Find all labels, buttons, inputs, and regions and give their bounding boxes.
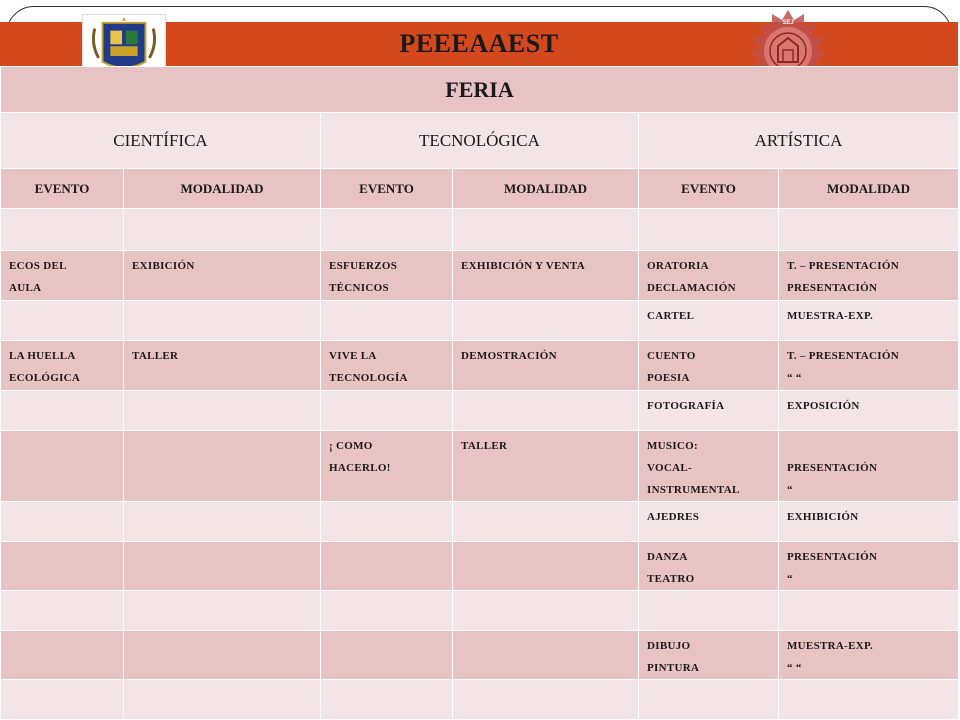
table-cell [1, 209, 124, 251]
table-cell [1, 502, 124, 542]
table-cell [124, 502, 321, 542]
table-cell [321, 209, 453, 251]
table-cell: MUSICO: VOCAL- INSTRUMENTAL [639, 431, 779, 502]
page-title: PEEEAAEST [399, 29, 559, 58]
table-cell: VIVE LA TECNOLOGÍA [321, 341, 453, 391]
table-cell: ESFUERZOS TÉCNICOS [321, 251, 453, 301]
table-cell [124, 631, 321, 680]
feria-table [0, 66, 959, 720]
table-cell: EXHIBICIÓN Y VENTA [453, 251, 639, 301]
table-cell: EXHIBICIÓN [779, 502, 959, 542]
table-cell [1, 680, 124, 720]
table-cell [453, 680, 639, 720]
table-cell [321, 391, 453, 431]
table-cell: DIBUJO PINTURA [639, 631, 779, 680]
table-cell: TALLER [453, 431, 639, 502]
table-cell: PRESENTACIÓN “ [779, 542, 959, 591]
subheader-modalidad: MODALIDAD [453, 169, 639, 209]
table-cell [1, 591, 124, 631]
table-cell [124, 431, 321, 502]
table-cell [321, 542, 453, 591]
table-cell: EXIBICIÓN [124, 251, 321, 301]
subheader-evento: EVENTO [639, 169, 779, 209]
table-cell [124, 542, 321, 591]
table-cell [453, 391, 639, 431]
table-row [1, 431, 959, 502]
table-cell [453, 301, 639, 341]
table-cell: FOTOGRAFÍA [639, 391, 779, 431]
category-cientifica: CIENTÍFICA [1, 113, 321, 169]
table-cell [124, 680, 321, 720]
table-cell [321, 680, 453, 720]
table-cell: ORATORIA DECLAMACIÓN [639, 251, 779, 301]
table-cell [321, 502, 453, 542]
table-cell [321, 301, 453, 341]
table-cell [321, 631, 453, 680]
table-cell [779, 680, 959, 720]
table-cell [1, 301, 124, 341]
table-cell: PRESENTACIÓN “ [779, 431, 959, 502]
table-cell: LA HUELLA ECOLÓGICA [1, 341, 124, 391]
subheader-modalidad: MODALIDAD [779, 169, 959, 209]
table-cell: CUENTO POESIA [639, 341, 779, 391]
table-cell: DEMOSTRACIÓN [453, 341, 639, 391]
table-cell: MUESTRA-EXP. “ “ [779, 631, 959, 680]
table-cell [1, 542, 124, 591]
table-cell: TALLER [124, 341, 321, 391]
table-cell [453, 591, 639, 631]
table-cell: T. – PRESENTACIÓN PRESENTACIÓN [779, 251, 959, 301]
table-row [1, 680, 959, 720]
table-cell: EXPOSICIÓN [779, 391, 959, 431]
category-tecnologica: TECNOLÓGICA [321, 113, 639, 169]
table-cell: ECOS DEL AULA [1, 251, 124, 301]
table-row [1, 251, 959, 301]
table-row [1, 391, 959, 431]
table-row [1, 209, 959, 251]
table-cell [779, 209, 959, 251]
table-cell [779, 591, 959, 631]
table-cell [639, 209, 779, 251]
table-cell [1, 631, 124, 680]
table-cell [124, 591, 321, 631]
table-cell: ¡ COMO HACERLO! [321, 431, 453, 502]
table-row [1, 631, 959, 680]
table-row [1, 542, 959, 591]
table-cell [1, 431, 124, 502]
subheader-modalidad: MODALIDAD [124, 169, 321, 209]
table-cell: AJEDRES [639, 502, 779, 542]
table-cell: T. – PRESENTACIÓN “ “ [779, 341, 959, 391]
table-cell [453, 631, 639, 680]
table-cell [453, 209, 639, 251]
table-cell: MUESTRA-EXP. [779, 301, 959, 341]
table-cell [1, 391, 124, 431]
category-artistica: ARTÍSTICA [639, 113, 959, 169]
table-cell [639, 591, 779, 631]
table-cell [453, 502, 639, 542]
table-cell: DANZA TEATRO [639, 542, 779, 591]
subheader-evento: EVENTO [1, 169, 124, 209]
table-row [1, 502, 959, 542]
seal-text: SEJ [782, 20, 794, 26]
table-cell: CARTEL [639, 301, 779, 341]
table-cell [124, 391, 321, 431]
table-cell [453, 542, 639, 591]
table-cell [124, 209, 321, 251]
table-cell [639, 680, 779, 720]
table-cell [124, 301, 321, 341]
table-row [1, 341, 959, 391]
subheader-evento: EVENTO [321, 169, 453, 209]
feria-header: FERIA [1, 67, 959, 113]
table-row [1, 591, 959, 631]
table-row [1, 301, 959, 341]
table-cell [321, 591, 453, 631]
